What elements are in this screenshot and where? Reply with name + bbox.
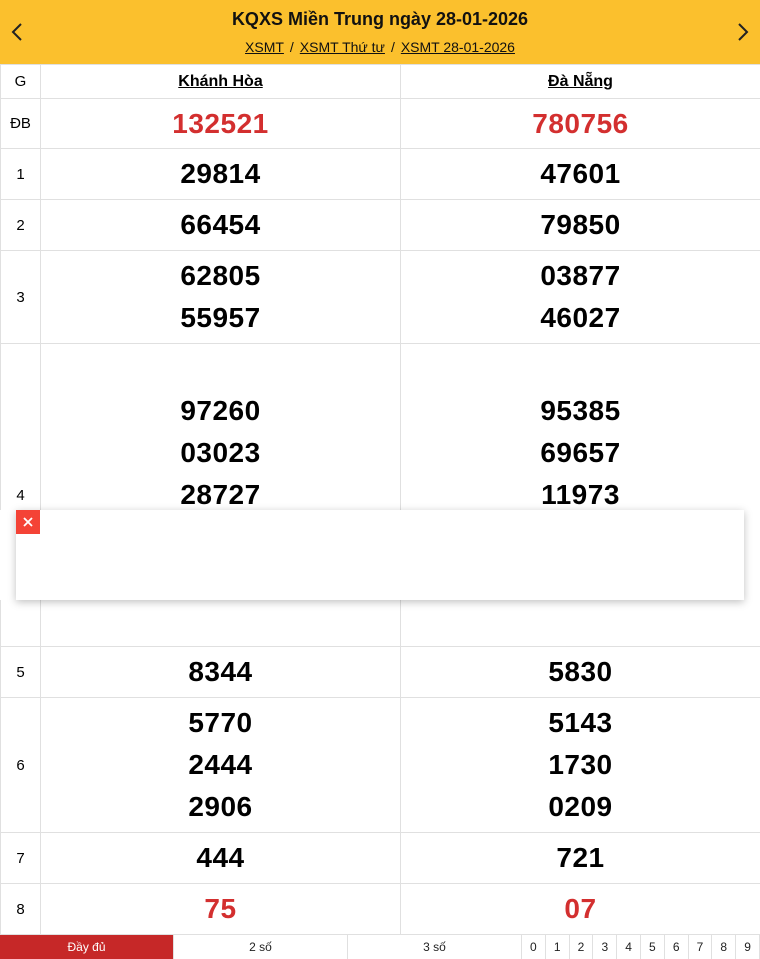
- breadcrumb-separator: /: [289, 39, 294, 55]
- tab-full[interactable]: Đầy đủ: [0, 935, 174, 959]
- prize-cell: [41, 149, 401, 200]
- prize-cell: [401, 200, 760, 251]
- digit-filter-group: [522, 935, 760, 959]
- breadcrumb-xsmt-date[interactable]: XSMT 28-01-2026: [400, 39, 515, 55]
- prize-row: [1, 149, 760, 200]
- tab-two-digits[interactable]: 2 số: [174, 935, 348, 959]
- winning-number[interactable]: 28727: [180, 479, 261, 510]
- prize-cell: [41, 833, 401, 884]
- breadcrumb-separator: /: [390, 39, 395, 55]
- prize-row: [1, 698, 760, 833]
- prize-label: 5: [1, 647, 41, 698]
- prize-row: [1, 251, 760, 344]
- ad-close-button[interactable]: [16, 510, 40, 534]
- prize-row: [1, 833, 760, 884]
- breadcrumb: [0, 39, 760, 55]
- winning-number[interactable]: 46027: [540, 302, 621, 333]
- winning-number[interactable]: 95385: [540, 395, 621, 426]
- digit-filter-7[interactable]: 7: [689, 935, 713, 959]
- digit-filter-8[interactable]: 8: [712, 935, 736, 959]
- prize-cell: [41, 884, 401, 935]
- table-header-row: [1, 65, 760, 99]
- winning-number[interactable]: 8344: [188, 656, 253, 687]
- next-day-button[interactable]: [730, 20, 754, 44]
- prize-cell: [41, 344, 401, 647]
- digit-filter-5[interactable]: 5: [641, 935, 665, 959]
- ad-banner[interactable]: [16, 510, 744, 600]
- page-title: KQXS Miền Trung ngày 28-01-2026: [231, 9, 529, 29]
- prize-cell: [41, 99, 401, 149]
- winning-number[interactable]: 5143: [548, 707, 613, 738]
- prize-cell: [41, 200, 401, 251]
- prize-cell: [401, 884, 760, 935]
- winning-number[interactable]: 444: [196, 842, 245, 873]
- prize-cell: [401, 251, 760, 344]
- winning-number[interactable]: 66454: [180, 209, 261, 240]
- display-mode-bar: [0, 934, 760, 959]
- chevron-right-icon: [730, 20, 754, 44]
- prize-cell: [41, 251, 401, 344]
- prize-cell: [401, 833, 760, 884]
- prize-cell: [401, 149, 760, 200]
- winning-number[interactable]: 69657: [540, 437, 621, 468]
- prize-row: [1, 99, 760, 149]
- winning-number[interactable]: 2444: [188, 749, 253, 780]
- header: [0, 0, 760, 64]
- digit-filter-2[interactable]: 2: [570, 935, 594, 959]
- prize-cell: [401, 344, 760, 647]
- winning-number[interactable]: 2906: [188, 791, 253, 822]
- prize-label: 6: [1, 698, 41, 833]
- winning-number[interactable]: 07: [564, 893, 597, 924]
- winning-number[interactable]: 29814: [180, 158, 261, 189]
- close-icon: [16, 510, 40, 534]
- winning-number[interactable]: 75: [204, 893, 237, 924]
- prize-label: 2: [1, 200, 41, 251]
- prize-cell: [401, 698, 760, 833]
- winning-number[interactable]: 47601: [540, 158, 621, 189]
- province-header-khanh-hoa[interactable]: Khánh Hòa: [41, 65, 401, 99]
- winning-number[interactable]: 0209: [548, 791, 613, 822]
- winning-number[interactable]: 55957: [180, 302, 261, 333]
- winning-number[interactable]: 03877: [540, 260, 621, 291]
- winning-number[interactable]: 721: [556, 842, 605, 873]
- digit-filter-9[interactable]: 9: [736, 935, 760, 959]
- breadcrumb-xsmt-thu-tu[interactable]: XSMT Thứ tư: [299, 39, 385, 55]
- winning-number[interactable]: 5770: [188, 707, 253, 738]
- prize-row: [1, 647, 760, 698]
- digit-filter-0[interactable]: 0: [522, 935, 546, 959]
- prize-cell: [401, 647, 760, 698]
- prize-row: [1, 344, 760, 647]
- digit-filter-1[interactable]: 1: [546, 935, 570, 959]
- digit-filter-4[interactable]: 4: [617, 935, 641, 959]
- prize-label: 3: [1, 251, 41, 344]
- province-header-da-nang[interactable]: Đà Nẵng: [401, 65, 760, 99]
- prize-label: 1: [1, 149, 41, 200]
- digit-filter-3[interactable]: 3: [593, 935, 617, 959]
- winning-number[interactable]: 62805: [180, 260, 261, 291]
- prize-label: 7: [1, 833, 41, 884]
- prize-column-header: G: [1, 65, 41, 99]
- breadcrumb-xsmt[interactable]: XSMT: [245, 39, 284, 55]
- winning-number[interactable]: 03023: [180, 437, 261, 468]
- winning-number[interactable]: 780756: [532, 107, 629, 139]
- results-table: [0, 64, 760, 935]
- prize-cell: [41, 647, 401, 698]
- winning-number[interactable]: 79850: [540, 209, 621, 240]
- digit-filter-6[interactable]: 6: [665, 935, 689, 959]
- prize-cell: [41, 698, 401, 833]
- prize-label: 4: [1, 344, 41, 647]
- winning-number[interactable]: 132521: [172, 107, 269, 139]
- tab-three-digits[interactable]: 3 số: [348, 935, 522, 959]
- winning-number[interactable]: 5830: [548, 656, 613, 687]
- prize-row: [1, 200, 760, 251]
- prize-label: 8: [1, 884, 41, 935]
- winning-number[interactable]: 1730: [548, 749, 613, 780]
- prize-row: [1, 884, 760, 935]
- winning-number[interactable]: 11973: [541, 479, 620, 510]
- prize-label: ĐB: [1, 99, 41, 149]
- prize-cell: [401, 99, 760, 149]
- winning-number[interactable]: 97260: [180, 395, 261, 426]
